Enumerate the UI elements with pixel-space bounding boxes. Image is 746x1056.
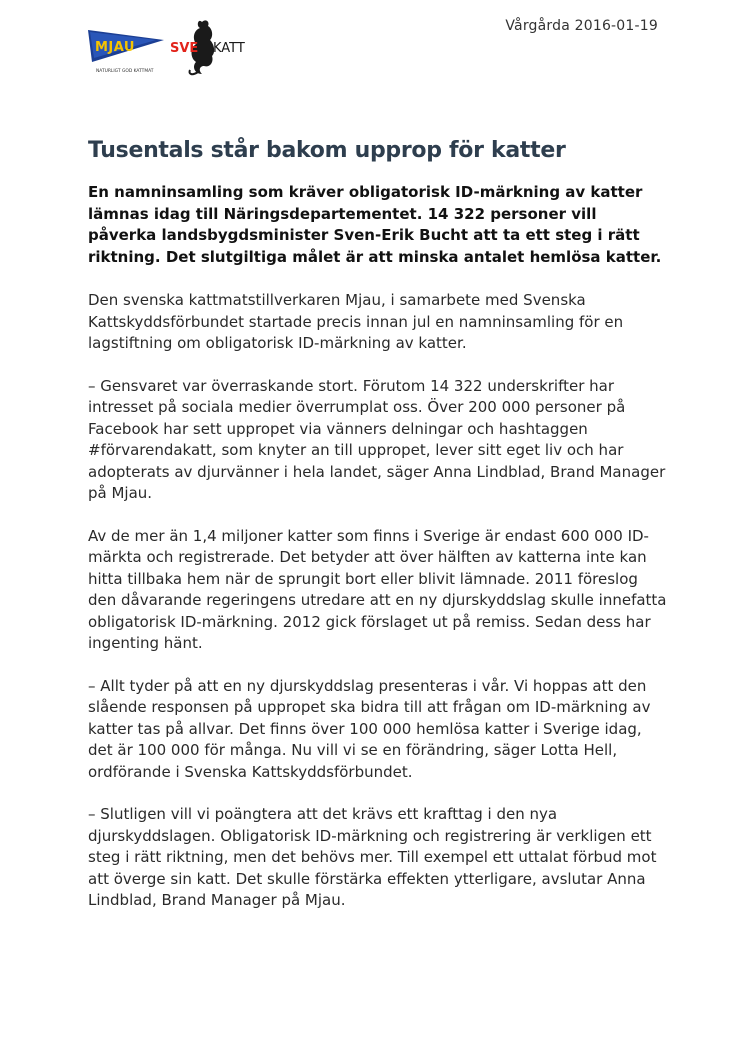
svg-text:SVE: SVE bbox=[170, 41, 199, 56]
article-body bbox=[88, 182, 668, 933]
article-paragraph: – Allt tyder på att en ny djurskyddslag presenteras i vår. Vi hoppas att den slående responsen på uppropet ska bidra till att frågan om ID-märkning av katter tas på allvar. Det finns över 100 000 hemlösa katter i Sverige idag, det är 100 000 för många. Nu vill vi se en förändring, säger Lotta Hell, ordförande i Svenska Kattskyddsförbundet. bbox=[88, 676, 651, 781]
article-paragraph: Den svenska kattmatstillverkaren Mjau, i samarbete med Svenska Kattskyddsförbundet startade precis innan jul en namninsamling för en lagstiftning om obligatorisk ID-märkning av katter. bbox=[88, 291, 624, 352]
article-paragraph: Av de mer än 1,4 miljoner katter som finns i Sverige är endast 600 000 ID-märkta och registrerade. Det betyder att över hälften av katterna inte kan hitta tillbaka hem när de sprungit bort eller blivit lämnade. 2011 föreslog den dåvarande regeringens utredare att en ny djurskyddslag skulle innefatta obligatorisk ID-märkning. 2012 gick förslaget ut på remiss. Sedan dess har ingenting hänt. bbox=[88, 526, 667, 652]
article-title: Tusentals står bakom upprop för katter bbox=[88, 138, 566, 163]
svg-text:KATT: KATT bbox=[213, 41, 245, 56]
article-lead: En namninsamling som kräver obligatorisk ID-märkning av katter lämnas idag till Näringsdepartementet. 14 322 personer vill påverka landsbygdsminister Sven-Erik Bucht att ta ett steg i rätt riktning. Det slutgiltiga målet är att minska antalet hemlösa katter. bbox=[88, 183, 662, 266]
press-release-date: Vårgårda 2016-01-19 bbox=[505, 18, 658, 34]
svekatt-logo bbox=[168, 16, 248, 78]
svg-text:NATURLIGT GOD KATTMAT: NATURLIGT GOD KATTMAT bbox=[96, 69, 154, 74]
article-paragraph: – Gensvaret var överraskande stort. Förutom 14 322 underskrifter har intresset på sociala medier överrumplat oss. Över 200 000 personer på Facebook har sett uppropet via vänners delningar och hashtaggen #förvarendakatt, som knyter an till uppropet, lever sitt eget liv och har adopterats av djurvänner i hela landet, säger Anna Lindblad, Brand Manager på Mjau. bbox=[88, 376, 666, 502]
header-logos bbox=[86, 12, 256, 78]
article-paragraph: – Slutligen vill vi poängtera att det krävs ett krafttag i den nya djurskyddslagen. Obligatorisk ID-märkning och registrering är verkligen ett steg i rätt riktning, men det behövs mer. Till exempel ett uttalat förbud mot att överge sin katt. Det skulle förstärka effekten ytterligare, avslutar Anna Lindblad, Brand Manager på Mjau. bbox=[88, 805, 657, 909]
mjau-logo bbox=[86, 26, 166, 76]
svg-text:MJAU: MJAU bbox=[95, 40, 135, 55]
